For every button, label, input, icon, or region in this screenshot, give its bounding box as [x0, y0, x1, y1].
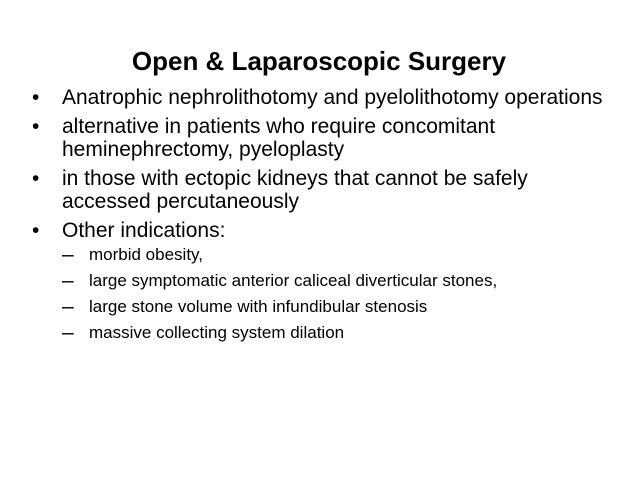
dash-marker: –: [62, 295, 74, 318]
bullet-text: Anatrophic nephrolithotomy and pyelolithotomy operations: [62, 86, 603, 109]
bullet-marker: •: [32, 167, 40, 190]
bullet-item: [32, 167, 622, 213]
bullet-marker: •: [32, 219, 40, 242]
sub-bullet-list: [62, 243, 622, 344]
bullet-item: [32, 115, 622, 161]
slide-title: Open & Laparoscopic Surgery: [131, 46, 507, 76]
bullet-text: alternative in patients who require concomitant heminephrectomy, pyeloplasty: [62, 115, 496, 161]
bullet-text: Other indications:: [62, 219, 226, 242]
sub-bullet-item: [62, 321, 622, 344]
sub-bullet-text: large symptomatic anterior caliceal diverticular stones,: [89, 271, 498, 290]
sub-bullet-item: [62, 243, 622, 266]
sub-bullet-item: [62, 269, 622, 292]
sub-bullet-text: large stone volume with infundibular stenosis: [89, 297, 428, 316]
bullet-marker: •: [32, 115, 40, 138]
dash-marker: –: [62, 243, 74, 266]
bullet-marker: •: [32, 86, 40, 109]
dash-marker: –: [62, 321, 74, 344]
bullet-list: [32, 86, 622, 348]
sub-bullet-item: [62, 295, 622, 318]
dash-marker: –: [62, 269, 74, 292]
sub-bullet-text: morbid obesity,: [89, 245, 204, 264]
bullet-text: in those with ectopic kidneys that cannot be safely accessed percutaneously: [62, 167, 528, 213]
bullet-item: [32, 86, 622, 109]
bullet-item: [32, 219, 622, 342]
sub-bullet-text: massive collecting system dilation: [89, 323, 345, 342]
